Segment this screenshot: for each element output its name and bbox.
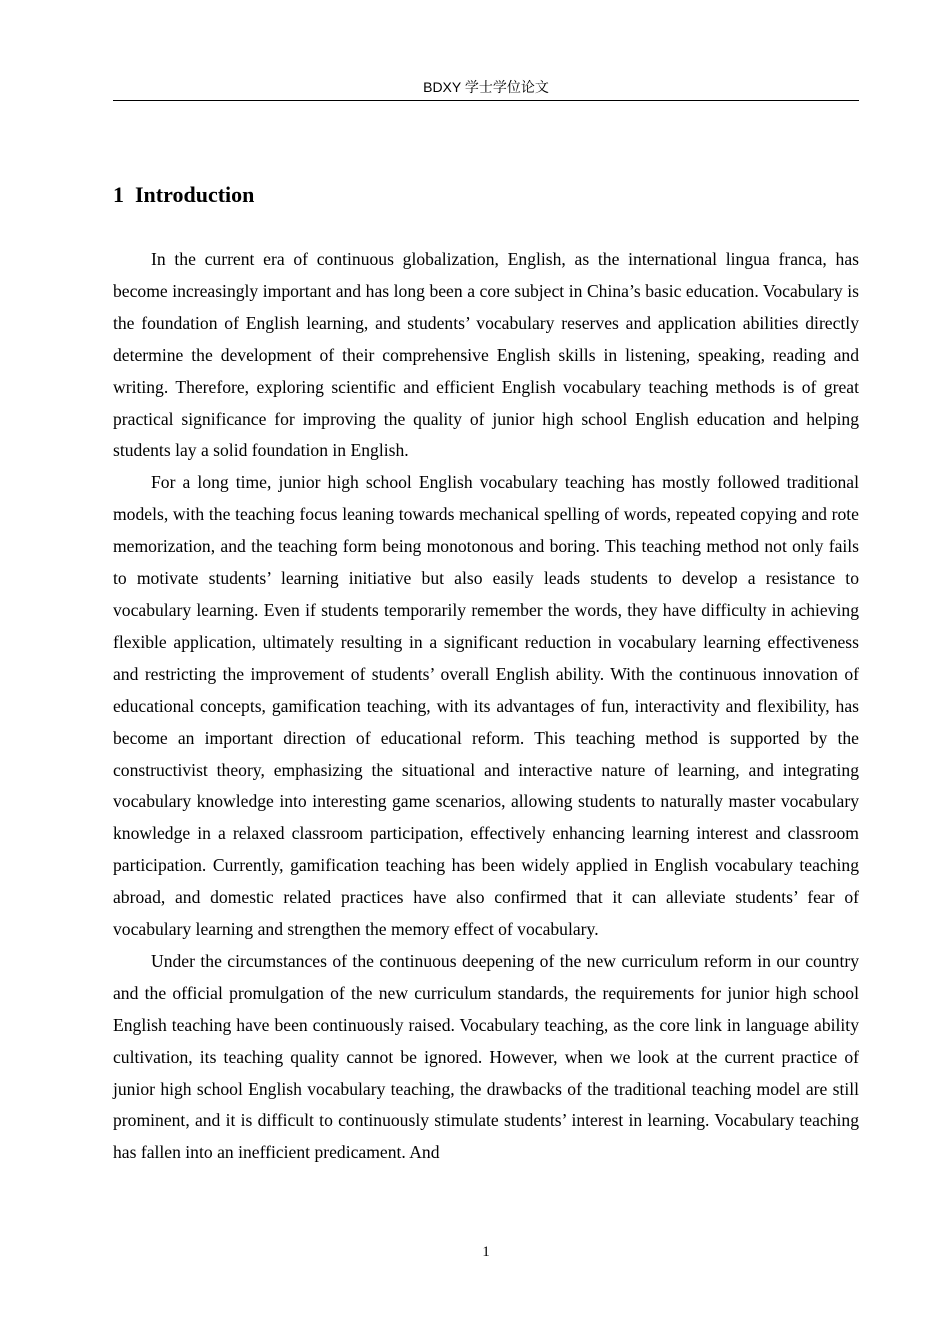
page-number: 1 [482,1244,490,1260]
section-title: Introduction [135,182,255,207]
paragraph: In the current era of continuous globalization, English, as the international lingua franca, has become increasingly important and has long been a core subject in China’s basic education. Vocabulary is the foundation of English learning, and students’ vocabulary reserves and application abilities directly determine the development of their comprehensive English skills in listening, speaking, reading and writing. Therefore, exploring scientific and efficient English vocabulary teaching methods is of great practical significance for improving the quality of junior high school English education and helping students lay a solid foundation in English. [113,249,859,461]
paragraph: For a long time, junior high school English vocabulary teaching has mostly followed traditional models, with the teaching focus leaning towards mechanical spelling of words, repeated copying and rote memorization, and the teaching form being monotonous and boring. This teaching method not only fails to motivate students’ learning initiative but also easily leads students to develop a resistance to vocabulary learning. Even if students temporarily remember the words, they have difficulty in achieving flexible application, ultimately resulting in a significant reduction in vocabulary learning effectiveness and restricting the improvement of students’ overall English ability. With the continuous innovation of educational concepts, gamification teaching, with its advantages of fun, interactivity and flexibility, has become an important direction of educational reform. This teaching method is supported by the constructivist theory, emphasizing the situational and interactive nature of learning, and integrating vocabulary knowledge into interesting game scenarios, allowing students to naturally master vocabulary knowledge in a relaxed classroom participation, effectively enhancing learning interest and classroom participation. Currently, gamification teaching has been widely applied in English vocabulary teaching abroad, and domestic related practices have also confirmed that it can alleviate students’ fear of vocabulary learning and strengthen the memory effect of vocabulary. [113,472,859,940]
running-header: BDXY 学士学位论文 [423,79,549,95]
paragraph: Under the circumstances of the continuous deepening of the new curriculum reform in our country and the official promulgation of the new curriculum standards, the requirements for junior high school English teaching have been continuously raised. Vocabulary teaching, as the core link in language ability cultivation, its teaching quality cannot be ignored. However, when we look at the current practice of junior high school English vocabulary teaching, the drawbacks of the traditional teaching model are still prominent, and it is difficult to continuously stimulate students’ interest in learning. Vocabulary teaching has fallen into an inefficient predicament. And [113,950,859,1163]
section-heading [113,180,254,210]
body-text [113,244,859,1169]
section-number: 1 [113,182,124,207]
header-divider [113,100,859,101]
